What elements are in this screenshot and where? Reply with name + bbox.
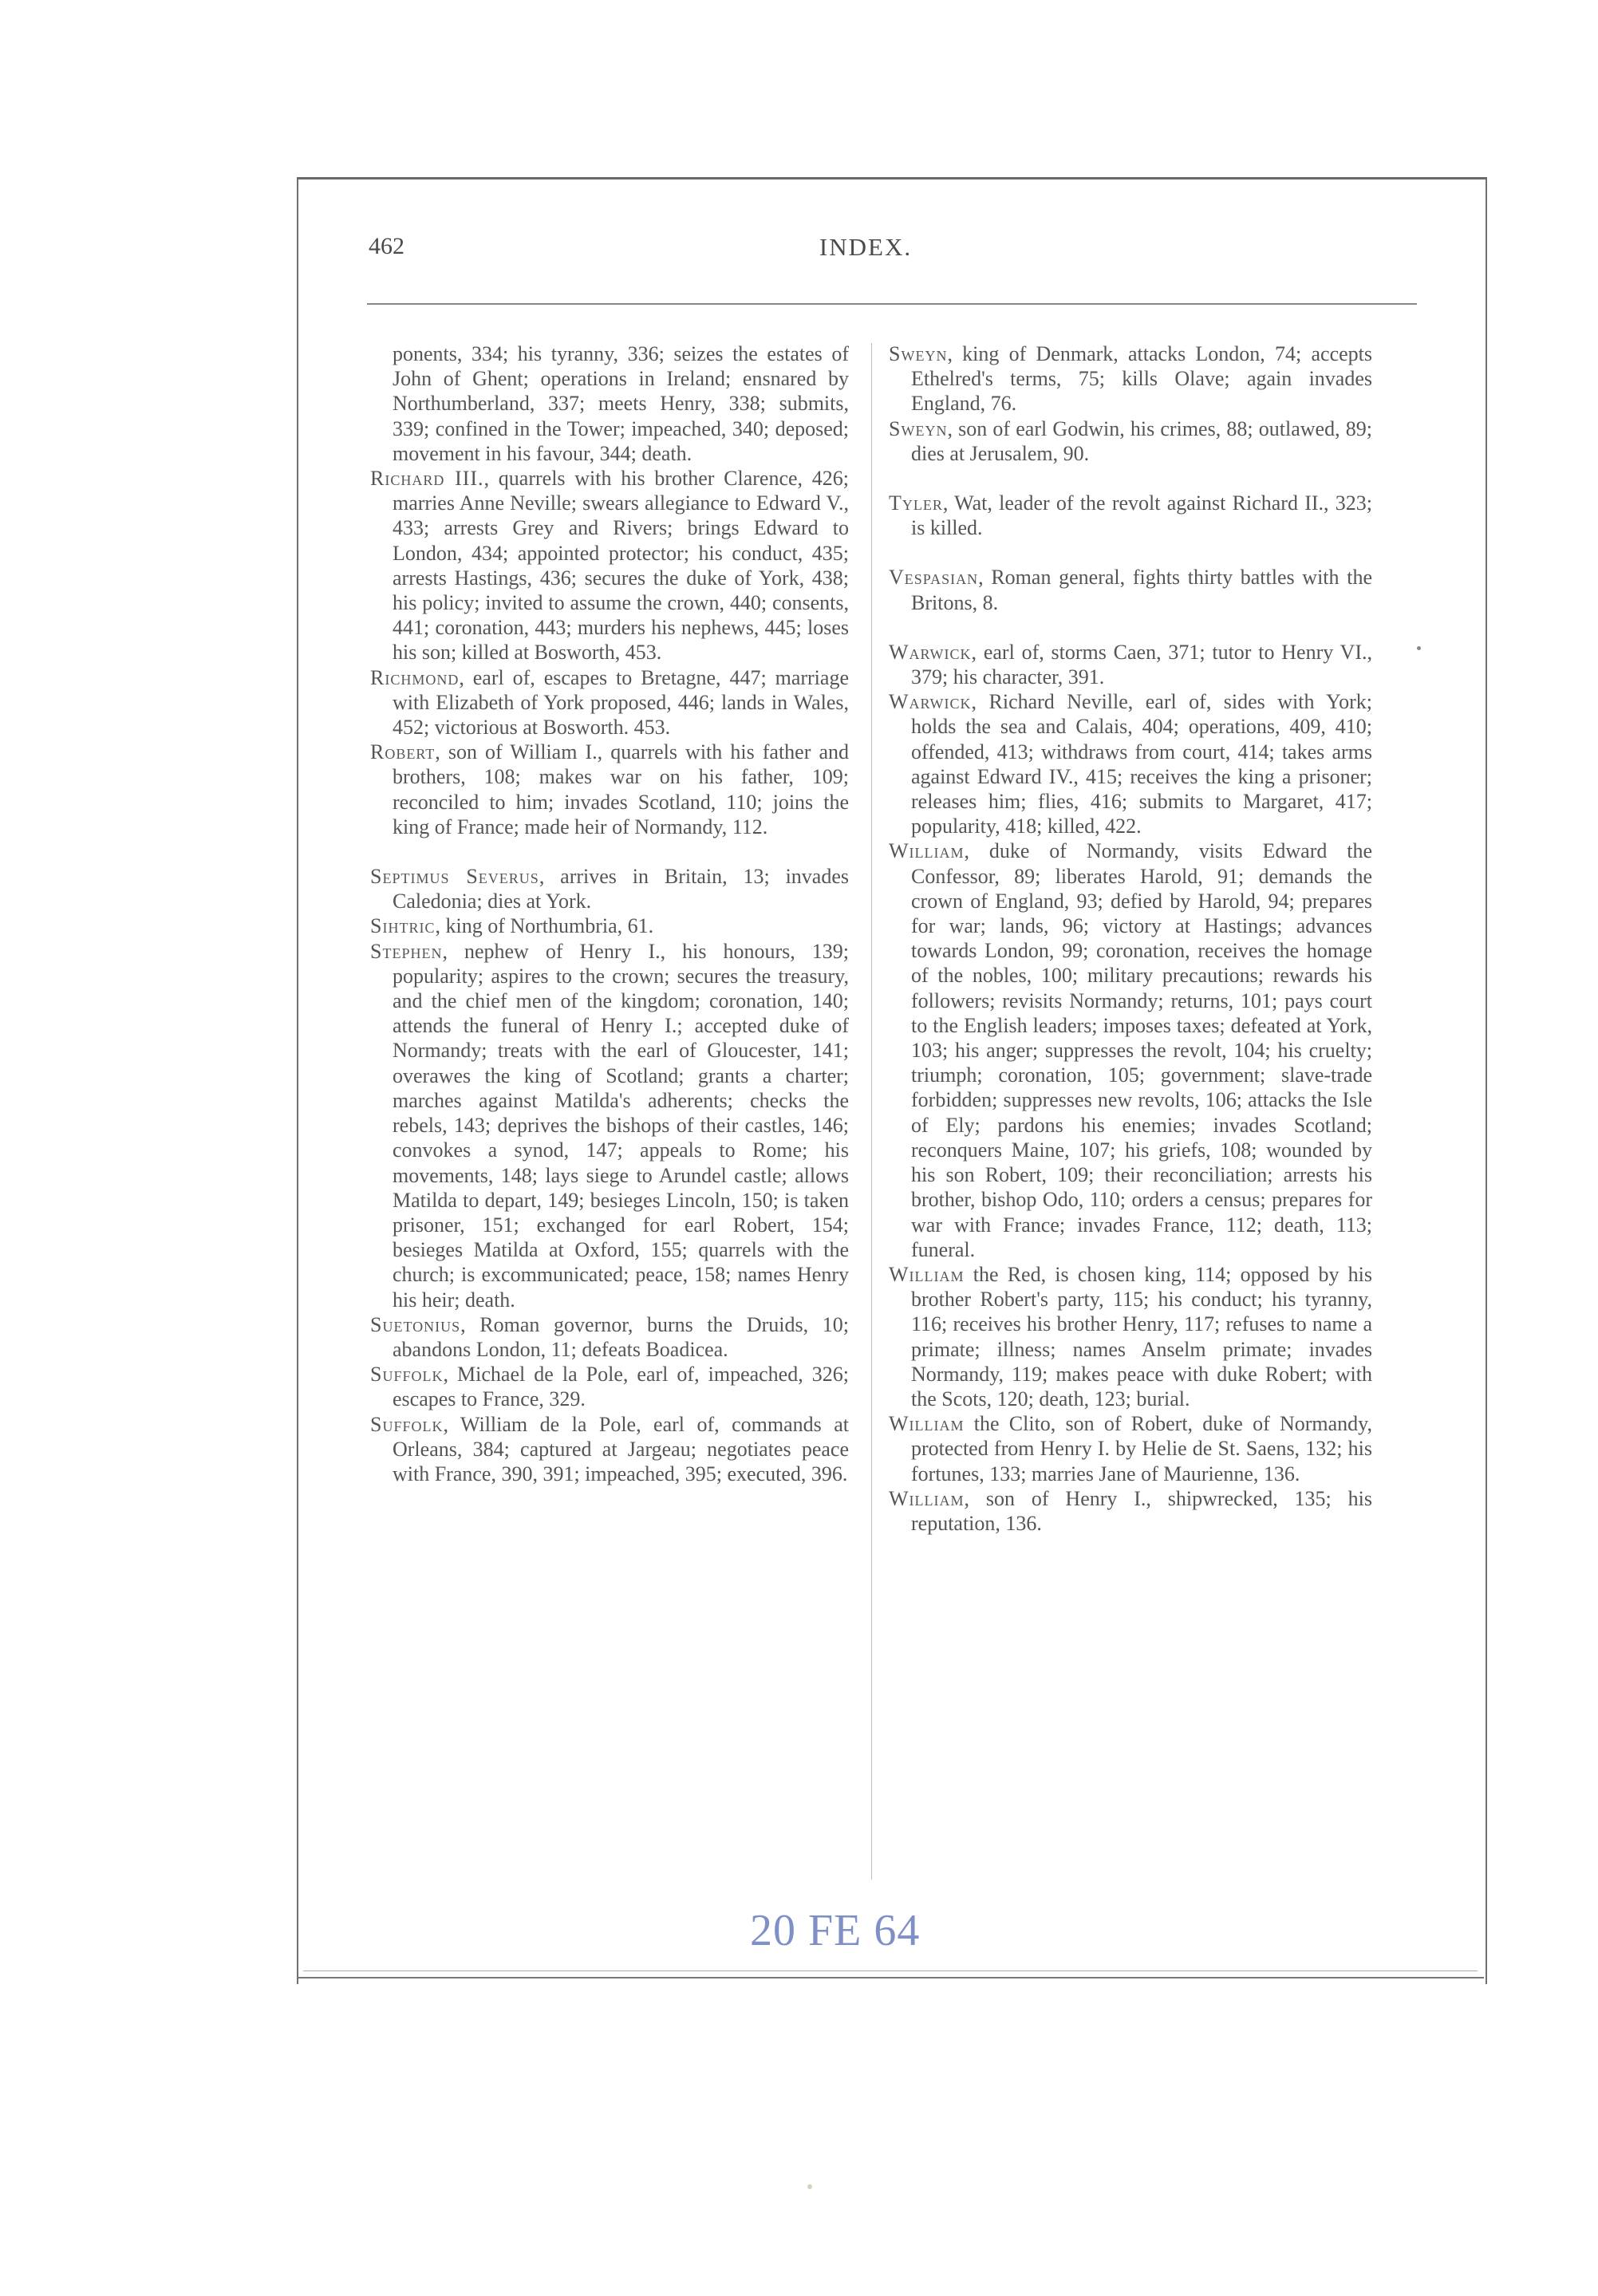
entry-heading: Sweyn [889,342,948,365]
entry-text: , nephew of Henry I., his honours, 139; popularity; aspires to the crown; secures the treasury, and the chief men of the kingdom; coronation, 140; attends the funeral of Henry I.; accepted duke of Normandy; treats with the earl of Gloucester, 141; overawes the king of Scotland; grants a charter; marches against Matilda's adherents; checks the rebels, 143; deprives the bishops of their castles, 146; convokes a synod, 147; appeals to Rome; his movements, 148; lays siege to Arundel castle; allows Matilda to depart, 149; besieges Lincoln, 150; is taken prisoner, 151; exchanged for earl Robert, 154; besieges Matilda at Oxford, 155; quarrels with the church; is excommunicated; peace, 158; names Henry his heir; death. [393,939,849,1312]
bottom-rule [297,1977,1484,1978]
paper-speck [807,2184,812,2189]
index-entry [889,689,1372,838]
entry-text: ponents, 334; his tyranny, 336; seizes the estates of John of Ghent; operations in Ireland; ensnared by Northumberland, 337; meets Henry, 338; submits, 339; confined in the Tower; impeached, 340; deposed; movement in his favour, 344; death. [393,342,849,465]
entry-heading: Vespasian [889,566,979,590]
entry-heading: William [889,1412,965,1436]
entry-heading: Tyler [889,491,943,515]
header-rule [367,303,1417,305]
entry-text: , Roman governor, burns the Druids, 10; abandons London, 11; defeats Boadicea. [393,1312,849,1361]
index-entry [889,640,1372,689]
index-entry [889,838,1372,1261]
entry-text: , earl of, storms Caen, 371; tutor to Henry VI., 379; his character, 391. [911,640,1372,689]
index-entry [889,341,1372,416]
index-entry [370,1412,849,1487]
index-entry [370,466,849,665]
entry-text: , son of earl Godwin, his crimes, 88; outlawed, 89; dies at Jerusalem, 90. [911,416,1372,465]
index-entry [370,341,849,466]
entry-text: , king of Northumbria, 61. [435,914,654,938]
ink-speck [1417,646,1421,650]
index-entry [370,740,849,839]
index-column-left [370,341,849,1486]
entry-heading: Richard III. [370,467,484,491]
index-entry [889,416,1372,466]
entry-text: , quarrels with his brother Clarence, 426; marries Anne Neville; swears allegiance to Edward V., 433; arrests Grey and Rivers; brings Edward to London, 434; appointed protector; his conduct, 435; arrests Hastings, 436; secures the duke of York, 438; his policy; invited to assume the crown, 440; consents, 441; coronation, 443; murders his nephews, 445; loses his son; killed at Bosworth, 453. [393,467,849,665]
section-gap [889,466,1372,491]
entry-heading: Richmond [370,665,460,689]
index-entry [889,565,1372,614]
entry-text: , son of Henry I., shipwrecked, 135; his reputation, 136. [911,1486,1372,1535]
section-gap [889,540,1372,565]
page-number: 462 [369,233,404,259]
section-gap [889,615,1372,640]
index-entry [370,1312,849,1362]
page-title: INDEX. [819,233,913,261]
entry-heading: Sweyn [889,416,948,440]
entry-heading: Sihtric [370,914,436,938]
index-entry [370,913,849,938]
entry-heading: Warwick [889,690,972,714]
entry-text: , earl of, escapes to Bretagne, 447; marriage with Elizabeth of York proposed, 446; lands in Wales, 452; victorious at Bosworth. 453. [393,665,849,740]
entry-heading: Suetonius [370,1312,461,1336]
entry-heading: Suffolk [370,1412,444,1436]
entry-text: , son of William I., quarrels with his father and brothers, 108; makes war on his father, 109; reconciled to him; invades Scotland, 110; joins the king of France; made heir of Normandy, 112. [393,740,849,838]
section-gap [370,839,849,864]
entry-heading: William [889,839,965,863]
index-entry [370,864,849,913]
entry-heading: William [889,1262,965,1286]
entry-text: , Wat, leader of the revolt against Richard II., 323; is killed. [911,491,1372,540]
index-entry [889,1486,1372,1536]
index-column-right [889,341,1372,1536]
entry-heading: William [889,1486,965,1510]
entry-text: , duke of Normandy, visits Edward the Confessor, 89; liberates Harold, 91; demands the crown of England, 93; defied by Harold, 94; prepares for war; lands, 96; victory at Hastings; advances towards London, 99; coronation, receives the homage of the nobles, 100; military precautions; rewards his followers; revisits Normandy; returns, 101; pays court to the English leaders; imposes taxes; defeated at York, 103; his anger; suppresses the revolt, 104; his cruelty; triumph; coronation, 105; government; slave-trade forbidden; suppresses new revolts, 106; attacks the Isle of Ely; pardons his enemies; invades Scotland; reconquers Maine, 107; his griefs, 108; wounded by his son Robert, 109; their reconciliation; arrests his brother, bishop Odo, 110; orders a census; prepares for war with France; invades France, 112; death, 113; funeral. [911,839,1372,1261]
index-entry [889,1411,1372,1486]
entry-text: the Red, is chosen king, 114; opposed by his brother Robert's party, 115; his conduct; his tyranny, 116; receives his brother Henry, 117; refuses to name a primate; illness; names Anselm primate; invades Normandy, 119; makes peace with duke Robert; with the Scots, 120; death, 123; burial. [911,1262,1372,1410]
entry-heading: Robert [370,740,436,764]
index-entry [370,1362,849,1411]
index-entry [889,491,1372,540]
entry-heading: Warwick [889,640,972,664]
index-entry [370,665,849,740]
column-divider [871,343,872,1880]
entry-text: , arrives in Britain, 13; invades Caledonia; dies at York. [393,865,849,913]
index-entry [889,1262,1372,1411]
entry-text: , William de la Pole, earl of, commands at Orleans, 384; captured at Jargeau; negotiates peace with France, 390, 391; impeached, 395; executed, 396. [393,1412,849,1485]
entry-heading: Septimus Severus [370,865,539,889]
entry-heading: Suffolk [370,1363,444,1387]
entry-text: , king of Denmark, attacks London, 74; accepts Ethelred's terms, 75; kills Olave; again invades England, 76. [911,342,1372,416]
entry-text: the Clito, son of Robert, duke of Normandy, protected from Henry I. by Helie de St. Saens, 132; his fortunes, 133; marries Jane of Maurienne, 136. [911,1412,1372,1485]
date-stamp: 20 FE 64 [750,1906,921,1955]
entry-heading: Stephen [370,939,443,963]
entry-text: , Richard Neville, earl of, sides with York; holds the sea and Calais, 404; operations, 409, 410; offended, 413; withdraws from court, 414; takes arms against Edward IV., 415; receives the king a prisoner; releases him; flies, 416; submits to Margaret, 417; popularity, 418; killed, 422. [911,690,1372,838]
entry-text: , Roman general, fights thirty battles with the Britons, 8. [911,566,1372,614]
index-entry [370,939,849,1312]
entry-text: , Michael de la Pole, earl of, impeached, 326; escapes to France, 329. [393,1363,849,1411]
